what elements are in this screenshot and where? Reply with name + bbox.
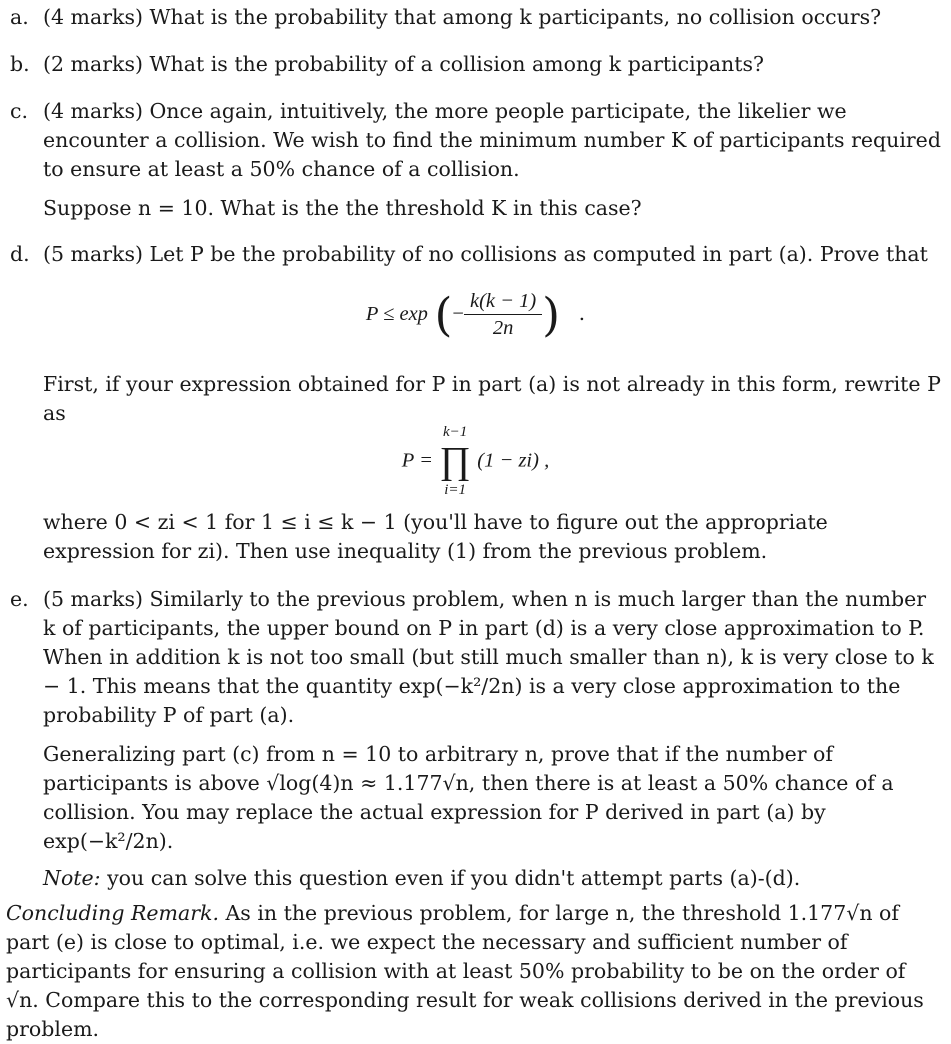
note-label: Note: [43,866,101,890]
part-c-text2: Suppose n = 10. What is the the threshold K in this case? [43,196,642,220]
equation-upper-bound: P ≤ exp (− $\frac{k(k - 1)}{2n}$ ) . [365,287,586,342]
eq1-left-paren: ( [434,287,453,342]
part-a-label: a. [10,5,29,29]
part-d-tail [10,508,942,566]
eq1-right-paren: ) [542,287,561,342]
remark-title: Concluding Remark. [6,901,219,925]
part-d-text: (5 marks) Let P be the probability of no collisions as computed in part (a). Prove that [43,242,928,266]
part-e-text2: Generalizing part (c) from n = 10 to arbitrary n, prove that if the number of participants is above √log(4)n ≈ 1.177√n, then there is at least a 50% chance of a collision. You may replace the actual expression for P derived in part (a) by exp(−k²/2n). [43,742,894,853]
part-e [10,585,942,893]
eq1-numerator: k(k − 1) [464,288,542,315]
eq2-body: (1 − zi) , [477,449,550,472]
part-d-label: d. [10,242,30,266]
part-b-text: (2 marks) What is the probability of a collision among k participants? [43,52,765,76]
eq2-upper-limit: k−1 [442,424,468,440]
part-d [10,240,942,269]
equation-product [0,423,951,499]
concluding-remark [6,899,942,1044]
part-c-label: c. [10,99,28,123]
part-d-continued [10,370,942,428]
part-c [10,97,942,223]
product-symbol: ∏ [439,440,471,482]
eq1-lhs: P ≤ exp [365,303,428,325]
part-d-text3: where 0 < zi < 1 for 1 ≤ i ≤ k − 1 (you'll have to figure out the appropriate expression for zi). Then use inequality (1) from the previous problem. [43,510,828,563]
part-c-text: (4 marks) Once again, intuitively, the more people participate, the likelier we encounter a collision. We wish to find the minimum number K of participants required to ensure at least a 50% chance of a collision. [43,99,941,181]
note-text: you can solve this question even if you didn't attempt parts (a)-(d). [107,866,801,890]
remark-text: As in the previous problem, for large n, the threshold 1.177√n of part (e) is close to optimal, i.e. we expect the necessary and sufficient number of participants for ensuring a collision with at least 50% probability to be on the order of √n. Compare this to the corresponding result for weak collisions derived in the previous problem. [6,901,924,1041]
part-e-label: e. [10,587,29,611]
part-a-text: (4 marks) What is the probability that among k participants, no collision occurs? [43,5,882,29]
part-a [10,3,942,32]
part-d-text2: First, if your expression obtained for P in part (a) is not already in this form, rewrite P as [43,372,941,425]
eq1-period: . [578,301,586,325]
eq1-denominator: 2n [492,317,514,339]
eq2-lhs: P = [401,449,433,472]
part-e-text: (5 marks) Similarly to the previous problem, when n is much larger than the number k of participants, the upper bound on P in part (d) is a very close approximation to P. When in addition k is not too small (but still much smaller than n), k is very close to k − 1. This means that the quantity exp(−k²/2n) is a very close approximation to the probability P of part (a). [43,587,934,727]
eq1-fraction [464,288,542,341]
eq2-lower-limit: i=1 [444,482,466,498]
eq2-product [439,423,470,499]
part-b [10,50,942,79]
part-b-label: b. [10,52,30,76]
